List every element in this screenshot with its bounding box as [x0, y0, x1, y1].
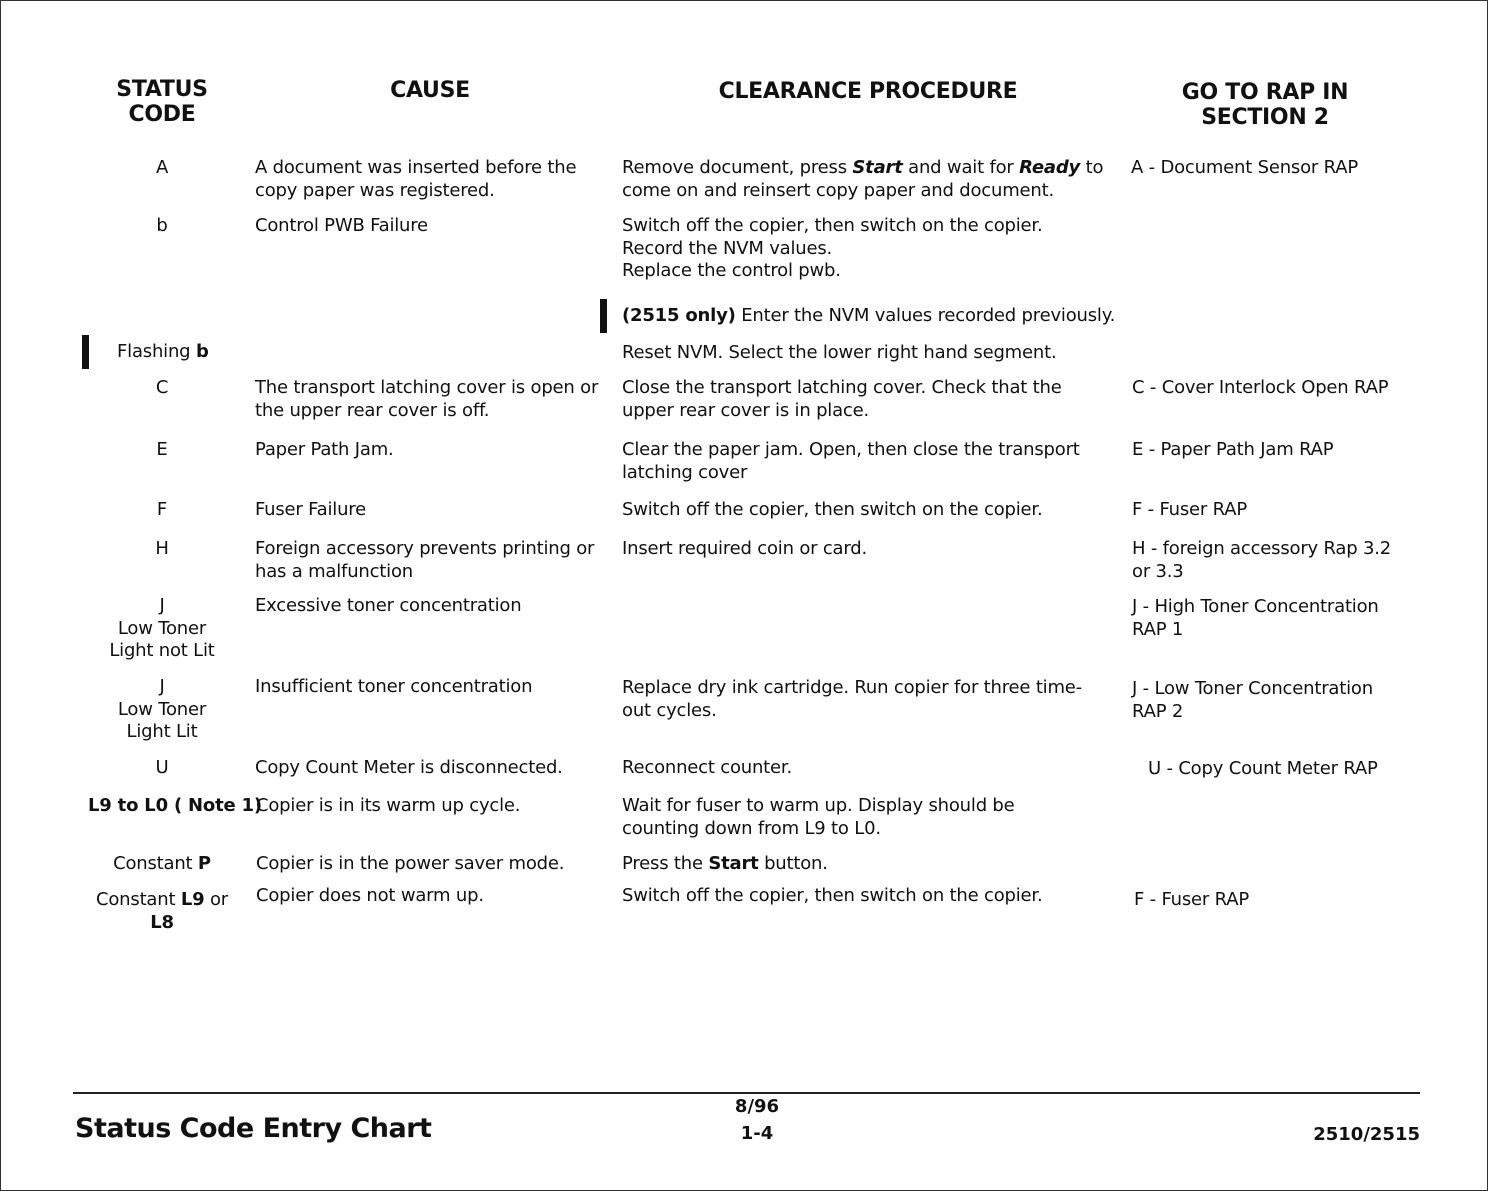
cause-j-light-not-lit: Excessive toner concentration [255, 595, 522, 616]
cause-a: A document was inserted before the copy paper was registered. [255, 157, 577, 201]
status-code-h: H [155, 538, 169, 559]
procedure-j-light-lit: Replace dry ink cartridge. Run copier for three time- out cycles. [622, 677, 1082, 721]
cause-constant-p: Copier is in the power saver mode. [256, 853, 565, 874]
status-code-j-light-not-lit: J Low Toner Light not Lit [109, 595, 215, 661]
status-code-u: U [155, 757, 169, 778]
procedure-b-2515-note: (2515 only) Enter the NVM values recorded previously. [622, 305, 1116, 326]
rap-j-light-not-lit: J - High Toner Concentration RAP 1 [1132, 596, 1379, 640]
rap-f: F - Fuser RAP [1132, 499, 1247, 520]
header-clearance-procedure: CLEARANCE PROCEDURE [718, 79, 1018, 104]
cause-h: Foreign accessory prevents printing or has a malfunction [255, 538, 595, 582]
rap-j-light-lit: J - Low Toner Concentration RAP 2 [1132, 678, 1373, 722]
footer-page-number: 1-4 [740, 1123, 774, 1144]
status-code-b: b [156, 215, 168, 236]
change-bar-flashing-b [82, 335, 89, 369]
rap-h: H - foreign accessory Rap 3.2 or 3.3 [1132, 538, 1392, 582]
rap-c: C - Cover Interlock Open RAP [1132, 377, 1389, 398]
status-code-l9-to-l0: L9 to L0 ( Note 1) [88, 795, 262, 816]
header-cause: CAUSE [390, 78, 470, 103]
procedure-e: Clear the paper jam. Open, then close the transport latching cover [622, 439, 1080, 483]
status-code-constant-p: Constant P [113, 853, 211, 874]
procedure-u: Reconnect counter. [622, 757, 792, 778]
footer-rule [73, 1092, 1420, 1094]
procedure-a: Remove document, press Start and wait for Ready to come on and reinsert copy paper and document. [622, 157, 1104, 201]
rap-u: U - Copy Count Meter RAP [1148, 758, 1378, 779]
header-status-code: STATUS CODE [116, 77, 208, 127]
header-go-to-rap: GO TO RAP IN SECTION 2 [1181, 80, 1349, 130]
status-code-f: F [156, 499, 168, 520]
status-code-j-light-lit: J Low Toner Light Lit [117, 676, 207, 742]
cause-constant-l9-l8: Copier does not warm up. [256, 885, 484, 906]
status-code-e: E [156, 439, 168, 460]
procedure-h: Insert required coin or card. [622, 538, 868, 559]
status-code-constant-l9-l8: Constant L9 or L8 [96, 889, 228, 933]
rap-e: E - Paper Path Jam RAP [1132, 439, 1334, 460]
footer-date: 8/96 [734, 1096, 780, 1117]
cause-c: The transport latching cover is open or the upper rear cover is off. [255, 377, 599, 421]
cause-l9-to-l0: Copier is in its warm up cycle. [256, 795, 521, 816]
procedure-b: Switch off the copier, then switch on the copier. Record the NVM values. Replace the control pwb. [622, 215, 1043, 281]
procedure-constant-l9-l8: Switch off the copier, then switch on the copier. [622, 885, 1043, 906]
procedure-flashing-b: Reset NVM. Select the lower right hand segment. [622, 342, 1057, 363]
status-code-a: A [155, 157, 169, 178]
procedure-l9-to-l0: Wait for fuser to warm up. Display should be counting down from L9 to L0. [622, 795, 1015, 839]
status-code-c: C [155, 377, 169, 398]
footer-title: Status Code Entry Chart [75, 1113, 432, 1144]
cause-b: Control PWB Failure [255, 215, 428, 236]
cause-u: Copy Count Meter is disconnected. [255, 757, 563, 778]
status-code-flashing-b: Flashing b [117, 341, 209, 362]
procedure-f: Switch off the copier, then switch on the copier. [622, 499, 1043, 520]
cause-j-light-lit: Insufficient toner concentration [255, 676, 533, 697]
rap-constant-l9-l8: F - Fuser RAP [1134, 889, 1249, 910]
procedure-constant-p: Press the Start button. [622, 853, 828, 874]
procedure-c: Close the transport latching cover. Check that the upper rear cover is in place. [622, 377, 1062, 421]
cause-f: Fuser Failure [255, 499, 366, 520]
rap-a: A - Document Sensor RAP [1131, 157, 1358, 178]
cause-e: Paper Path Jam. [255, 439, 394, 460]
change-bar-2515-note [600, 299, 607, 333]
footer-model: 2510/2515 [1313, 1124, 1420, 1145]
